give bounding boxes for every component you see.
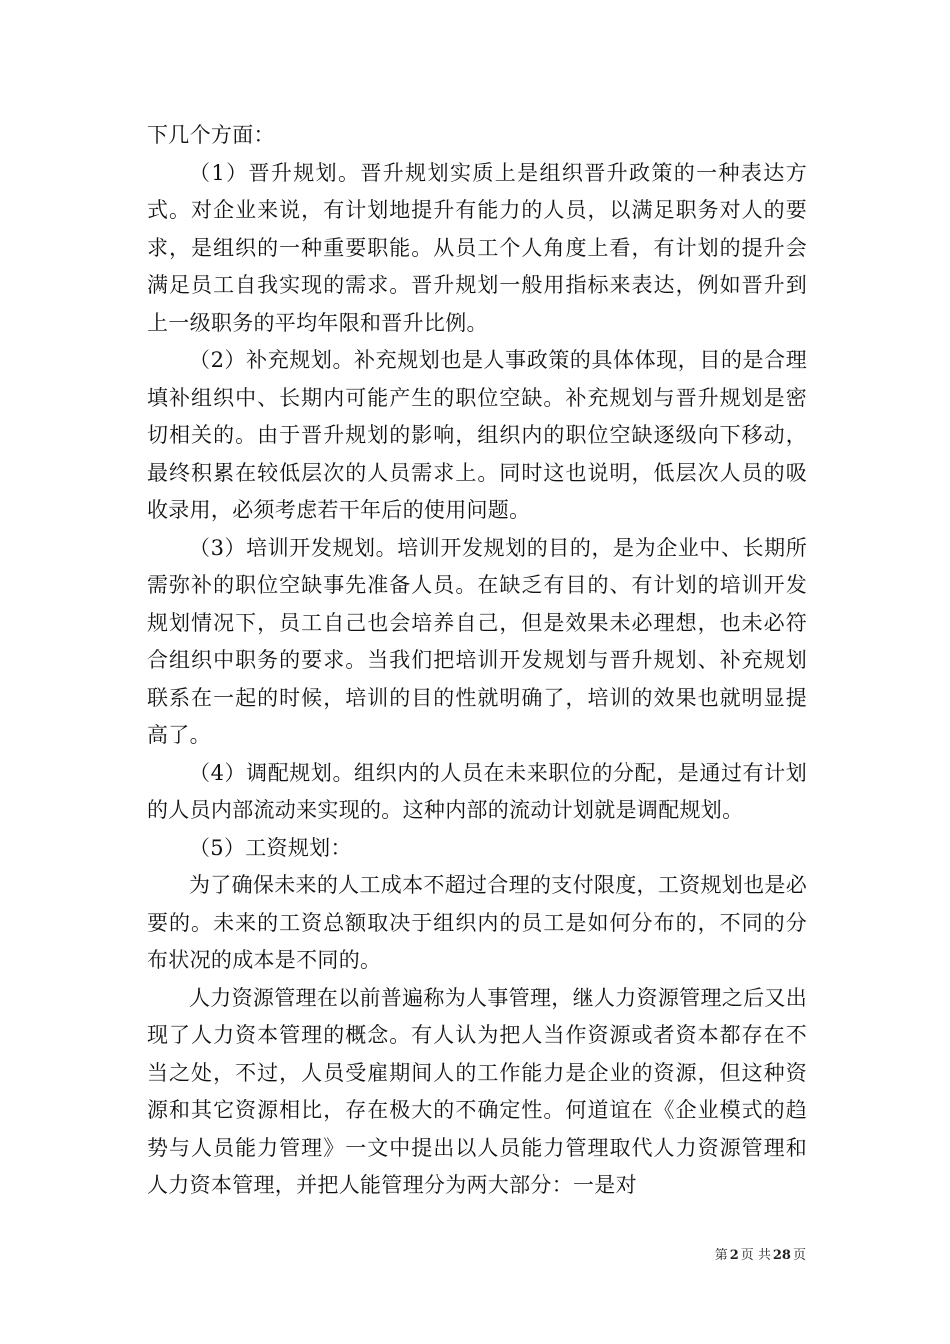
footer-middle: 页 共	[740, 1248, 771, 1263]
paragraph-salary-planning-heading: （5）工资规划：	[189, 835, 352, 860]
paragraph-intro-continuation: 下几个方面：	[147, 123, 275, 147]
paragraph-training-planning: （3）培训开发规划。培训开发规划的目的，是为企业中、长期所需弥补的职位空缺事先准备人员。在缺乏有目的、有计划的培训开发规划情况下，员工自己也会培养自己，但是效果未必理想，也未必符合组织中职务的要求。当我们把培训开发规划与晋升规划、补充规划联系在一起的时候，培训的目的性就明确了，培训的效果也就明显提高了。	[147, 535, 807, 747]
footer-total-pages: 28	[772, 1248, 791, 1263]
page-number-footer	[0, 1247, 806, 1265]
paragraph-salary-planning: 为了确保未来的人工成本不超过合理的支付限度，工资规划也是必要的。未来的工资总额取决于组织内的员工是如何分布的，不同的分布状况的成本是不同的。	[147, 873, 807, 972]
paragraph-supplement-planning: （2）补充规划。补充规划也是人事政策的具体体现，目的是合理填补组织中、长期内可能产生的职位空缺。补充规划与晋升规划是密切相关的。由于晋升规划的影响，组织内的职位空缺逐级向下移动，最终积累在较低层次的人员需求上。同时这也说明，低层次人员的吸收录用，必须考虑若干年后的使用问题。	[147, 348, 807, 522]
footer-suffix: 页	[792, 1248, 806, 1263]
paragraph-human-capital: 人力资源管理在以前普遍称为人事管理，继人力资源管理之后又出现了人力资本管理的概念。有人认为把人当作资源或者资本都存在不当之处，不过，人员受雇期间人的工作能力是企业的资源，但这种资源和其它资源相比，存在极大的不确定性。何道谊在《企业模式的趋势与人员能力管理》一文中提出以人员能力管理取代人力资源管理和人力资本管理，并把人能管理分为两大部分：一是对	[147, 985, 807, 1197]
footer-prefix: 第	[714, 1248, 728, 1263]
footer-current-page: 2	[729, 1248, 739, 1263]
paragraph-allocation-planning: （4）调配规划。组织内的人员在未来职位的分配，是通过有计划的人员内部流动来实现的。这种内部的流动计划就是调配规划。	[147, 760, 807, 822]
paragraph-promotion-planning: （1）晋升规划。晋升规划实质上是组织晋升政策的一种表达方式。对企业来说，有计划地提升有能力的人员，以满足职务对人的要求，是组织的一种重要职能。从员工个人角度上看，有计划的提升会满足员工自我实现的需求。晋升规划一般用指标来表达，例如晋升到上一级职务的平均年限和晋升比例。	[147, 160, 807, 335]
document-body	[147, 117, 807, 1205]
